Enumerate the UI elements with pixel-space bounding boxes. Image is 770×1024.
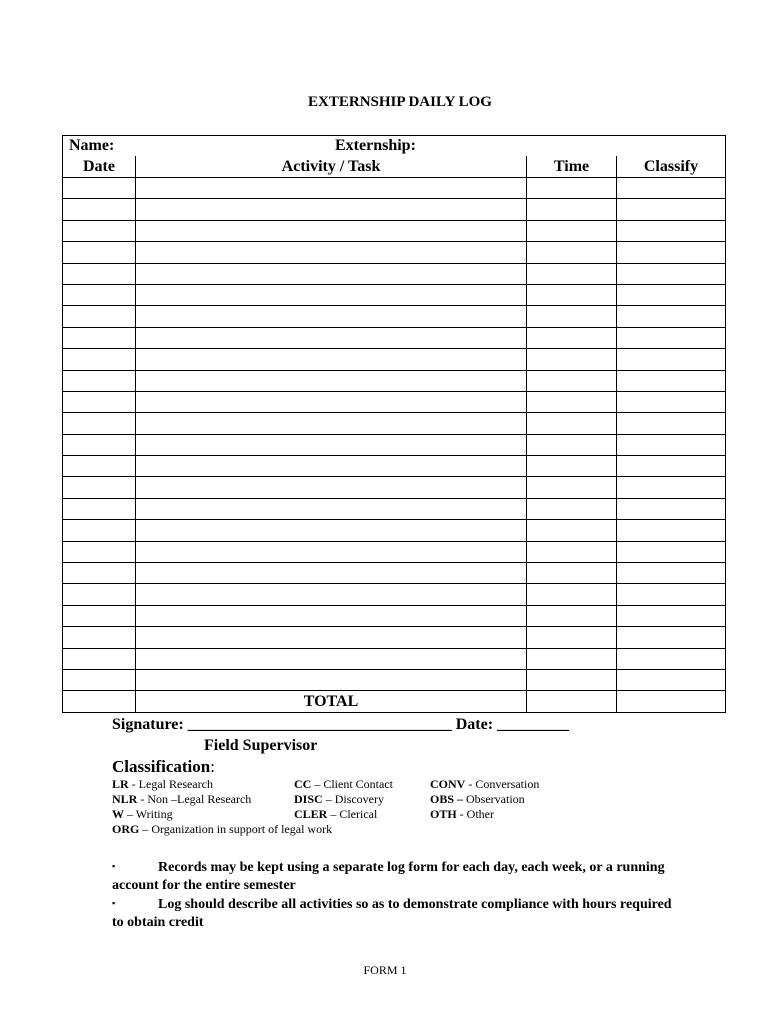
- daily-log-table: [62, 135, 726, 713]
- date-cell[interactable]: [63, 648, 136, 669]
- classify-cell[interactable]: [617, 456, 726, 477]
- time-cell[interactable]: [527, 370, 617, 391]
- date-column-header: Date: [63, 156, 136, 178]
- externship-label: Externship:: [335, 137, 416, 154]
- time-cell[interactable]: [527, 391, 617, 412]
- classify-cell[interactable]: [617, 413, 726, 434]
- time-cell[interactable]: [527, 284, 617, 305]
- code-conv: CONV - Conversation: [430, 777, 540, 791]
- code-obs: OBS – Observation: [430, 792, 525, 806]
- activity-cell[interactable]: [136, 456, 527, 477]
- table-row: [63, 306, 726, 327]
- classify-cell[interactable]: [617, 370, 726, 391]
- date-cell[interactable]: [63, 413, 136, 434]
- classify-cell[interactable]: [617, 434, 726, 455]
- classify-cell[interactable]: [617, 498, 726, 519]
- table-row: [63, 563, 726, 584]
- code-cler: CLER – Clerical: [294, 807, 378, 821]
- classify-cell[interactable]: [617, 178, 726, 199]
- total-classify-cell[interactable]: [617, 691, 726, 713]
- date-cell[interactable]: [63, 263, 136, 284]
- time-cell[interactable]: [527, 477, 617, 498]
- classification-heading: Classification:: [112, 757, 215, 776]
- date-cell[interactable]: [63, 199, 136, 220]
- activity-cell[interactable]: [136, 627, 527, 648]
- activity-cell[interactable]: [136, 391, 527, 412]
- code-org: ORG – Organization in support of legal work: [112, 822, 333, 836]
- activity-cell[interactable]: [136, 370, 527, 391]
- date-cell[interactable]: [63, 284, 136, 305]
- classify-cell[interactable]: [617, 220, 726, 241]
- classify-cell[interactable]: [617, 627, 726, 648]
- time-cell[interactable]: [527, 541, 617, 562]
- time-cell[interactable]: [527, 456, 617, 477]
- code-oth: OTH - Other: [430, 807, 494, 821]
- date-cell[interactable]: [63, 327, 136, 348]
- time-column-header: Time: [527, 156, 617, 178]
- table-row: [63, 327, 726, 348]
- time-cell[interactable]: [527, 627, 617, 648]
- note-separate-log: ▪ Records may be kept using a separate log form for each day, each week, or a running account for the entire semester: [112, 857, 672, 895]
- classify-cell[interactable]: [617, 541, 726, 562]
- classify-cell[interactable]: [617, 520, 726, 541]
- table-row: [63, 627, 726, 648]
- table-row: [63, 391, 726, 412]
- activity-cell[interactable]: [136, 242, 527, 263]
- bullet-icon: ▪: [112, 898, 116, 908]
- time-cell[interactable]: [527, 605, 617, 626]
- code-cc: CC – Client Contact: [294, 777, 393, 791]
- classify-cell[interactable]: [617, 327, 726, 348]
- total-row: [63, 691, 726, 713]
- total-date-cell[interactable]: [63, 691, 136, 713]
- classify-column-header: Classify: [617, 156, 726, 178]
- time-cell[interactable]: [527, 242, 617, 263]
- date-cell[interactable]: [63, 627, 136, 648]
- table-row: [63, 413, 726, 434]
- code-nlr: NLR - Non –Legal Research: [112, 792, 252, 806]
- classify-cell[interactable]: [617, 584, 726, 605]
- table-row: [63, 178, 726, 199]
- field-supervisor-caption: Field Supervisor: [204, 737, 318, 754]
- form-number: FORM 1: [363, 963, 407, 977]
- date-cell[interactable]: [63, 370, 136, 391]
- time-cell[interactable]: [527, 263, 617, 284]
- activity-cell[interactable]: [136, 498, 527, 519]
- time-cell[interactable]: [527, 648, 617, 669]
- classify-cell[interactable]: [617, 563, 726, 584]
- table-row: [63, 199, 726, 220]
- date-cell[interactable]: [63, 520, 136, 541]
- total-time-cell[interactable]: [527, 691, 617, 713]
- classify-cell[interactable]: [617, 391, 726, 412]
- date-cell[interactable]: [63, 178, 136, 199]
- time-cell[interactable]: [527, 349, 617, 370]
- date-cell[interactable]: [63, 541, 136, 562]
- table-row: [63, 584, 726, 605]
- date-cell[interactable]: [63, 391, 136, 412]
- code-lr: LR - Legal Research: [112, 777, 213, 791]
- classify-cell[interactable]: [617, 263, 726, 284]
- signature-line[interactable]: Signature: _________________________________ Date: _________: [112, 716, 570, 733]
- classify-cell[interactable]: [617, 477, 726, 498]
- time-cell[interactable]: [527, 669, 617, 690]
- table-row: [63, 520, 726, 541]
- date-cell[interactable]: [63, 306, 136, 327]
- activity-cell[interactable]: [136, 306, 527, 327]
- date-cell[interactable]: [63, 498, 136, 519]
- activity-cell[interactable]: [136, 284, 527, 305]
- activity-cell[interactable]: [136, 199, 527, 220]
- table-row: [63, 498, 726, 519]
- classify-cell[interactable]: [617, 306, 726, 327]
- activity-cell[interactable]: [136, 477, 527, 498]
- activity-cell[interactable]: [136, 669, 527, 690]
- name-externship-row: [63, 136, 726, 157]
- activity-cell[interactable]: [136, 584, 527, 605]
- table-row: [63, 284, 726, 305]
- date-cell[interactable]: [63, 584, 136, 605]
- page-title: EXTERNSHIP DAILY LOG: [308, 94, 492, 110]
- time-cell[interactable]: [527, 220, 617, 241]
- code-disc: DISC – Discovery: [294, 792, 385, 806]
- time-cell[interactable]: [527, 199, 617, 220]
- classify-cell[interactable]: [617, 349, 726, 370]
- table-row: [63, 605, 726, 626]
- activity-column-header: Activity / Task: [136, 156, 527, 178]
- classify-cell[interactable]: [617, 199, 726, 220]
- table-row: [63, 477, 726, 498]
- table-row: [63, 370, 726, 391]
- code-w: W – Writing: [112, 807, 173, 821]
- classify-cell[interactable]: [617, 669, 726, 690]
- classify-cell[interactable]: [617, 648, 726, 669]
- time-cell[interactable]: [527, 434, 617, 455]
- activity-cell[interactable]: [136, 413, 527, 434]
- time-cell[interactable]: [527, 413, 617, 434]
- activity-cell[interactable]: [136, 263, 527, 284]
- time-cell[interactable]: [527, 178, 617, 199]
- table-row: [63, 434, 726, 455]
- classify-cell[interactable]: [617, 605, 726, 626]
- classify-cell[interactable]: [617, 284, 726, 305]
- log-entries: [63, 178, 726, 691]
- time-cell[interactable]: [527, 520, 617, 541]
- table-row: [63, 220, 726, 241]
- activity-cell[interactable]: [136, 648, 527, 669]
- table-row: [63, 263, 726, 284]
- date-cell[interactable]: [63, 242, 136, 263]
- date-cell[interactable]: [63, 477, 136, 498]
- time-cell[interactable]: [527, 327, 617, 348]
- date-cell[interactable]: [63, 456, 136, 477]
- time-cell[interactable]: [527, 498, 617, 519]
- date-cell[interactable]: [63, 220, 136, 241]
- date-cell[interactable]: [63, 563, 136, 584]
- time-cell[interactable]: [527, 584, 617, 605]
- name-label: Name:: [69, 137, 115, 154]
- time-cell[interactable]: [527, 563, 617, 584]
- activity-cell[interactable]: [136, 220, 527, 241]
- activity-cell[interactable]: [136, 563, 527, 584]
- activity-cell[interactable]: [136, 605, 527, 626]
- classify-cell[interactable]: [617, 242, 726, 263]
- activity-cell[interactable]: [136, 541, 527, 562]
- table-row: [63, 648, 726, 669]
- note-describe-activities: ▪ Log should describe all activities so as to demonstrate compliance with hours required to obtain credit: [112, 894, 672, 932]
- date-cell[interactable]: [63, 669, 136, 690]
- activity-cell[interactable]: [136, 349, 527, 370]
- activity-cell[interactable]: [136, 178, 527, 199]
- table-row: [63, 456, 726, 477]
- bullet-icon: ▪: [112, 861, 116, 871]
- activity-cell[interactable]: [136, 327, 527, 348]
- date-cell[interactable]: [63, 349, 136, 370]
- activity-cell[interactable]: [136, 434, 527, 455]
- date-cell[interactable]: [63, 434, 136, 455]
- table-row: [63, 669, 726, 690]
- activity-cell[interactable]: [136, 520, 527, 541]
- time-cell[interactable]: [527, 306, 617, 327]
- column-header-row: [63, 156, 726, 178]
- table-row: [63, 349, 726, 370]
- table-row: [63, 242, 726, 263]
- table-row: [63, 541, 726, 562]
- date-cell[interactable]: [63, 605, 136, 626]
- total-label: TOTAL: [136, 691, 527, 713]
